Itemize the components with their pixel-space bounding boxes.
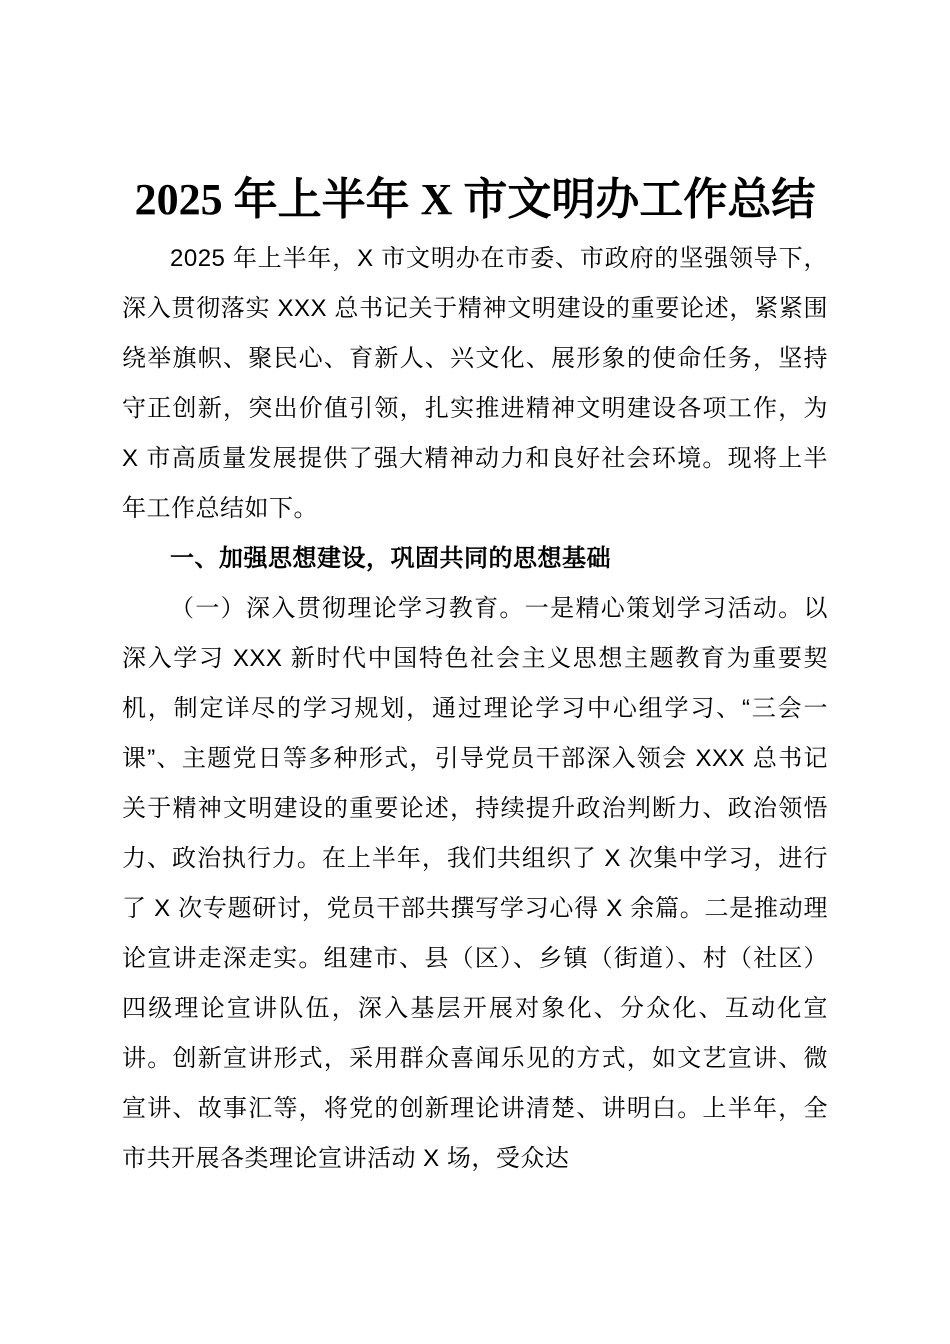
intro-paragraph: 2025 年上半年，X 市文明办在市委、市政府的坚强领导下，深入贯彻落实 XXX 总书记关于精神文明建设的重要论述，紧紧围绕举旗帜、聚民心、育新人、兴文化、展形象的使命任务，坚持守正创新，突出价值引领，扎实推进精神文明建设各项工作，为 X 市高质量发展提供了强大精神动力和良好社会环境。现将上半年工作总结如下。: [122, 245, 828, 522]
section-1-paragraph: （一）深入贯彻理论学习教育。一是精心策划学习活动。以深入学习 XXX 新时代中国特色社会主义思想主题教育为重要契机，制定详尽的学习规划，通过理论学习中心组学习、“三会一课”、主题党日等多种形式，引导党员干部深入领会 XXX 总书记关于精神文明建设的重要论述，持续提升政治判断力、政治领悟力、政治执行力。在上半年，我们共组织了 X 次集中学习，进行了 X 次专题研讨，党员干部共撰写学习心得 X 余篇。二是推动理论宣讲走深走实。组建市、县（区）、乡镇（街道）、村（社区）四级理论宣讲队伍，深入基层开展对象化、分众化、互动化宣讲。创新宣讲形式，采用群众喜闻乐见的方式，如文艺宣讲、微宣讲、故事汇等，将党的创新理论讲清楚、讲明白。上半年，全市共开展各类理论宣讲活动 X 场，受众达: [122, 595, 828, 1172]
document-title: 2025 年上半年 X 市文明办工作总结: [134, 175, 816, 224]
section-heading-1: 一、加强思想建设，巩固共同的思想基础: [170, 545, 611, 572]
